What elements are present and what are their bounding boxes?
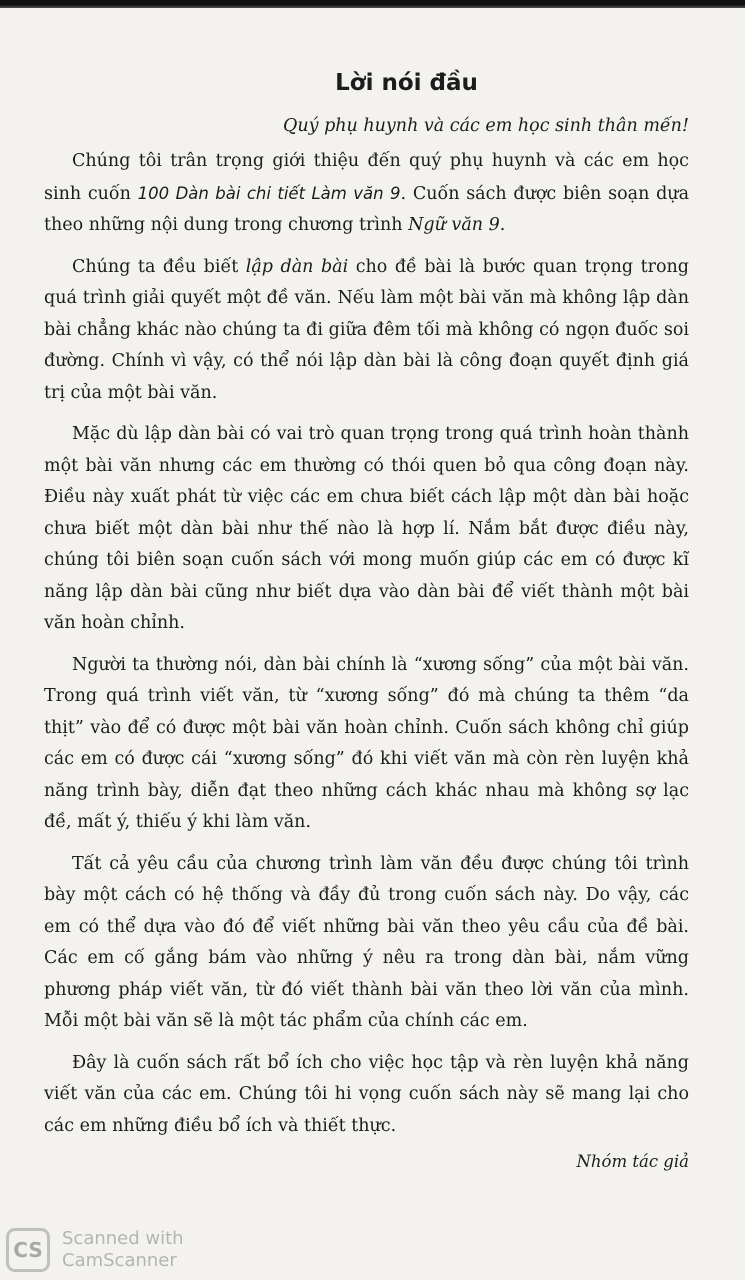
paragraph-closing: Đây là cuốn sách rất bổ ích cho việc học tập và rèn luyện khả năng viết văn của các em. Chúng tôi hi vọng cuốn sách này sẽ mang lại cho các em những điều bổ ích và thiết thực.: [44, 1052, 689, 1136]
paragraph-coverage: Tất cả yêu cầu của chương trình làm văn đều được chúng tôi trình bày một cách có hệ thống và đầy đủ trong cuốn sách này. Do vậy, các em có thể dựa vào đó để viết những bài văn theo yêu cầu của đề bài. Các em cố gắng bám vào những ý nêu ra trong dàn bài, nắm vững phương pháp viết văn, từ đó viết thành bài văn theo lời văn của mình. Mỗi một bài văn sẽ là một tác phẩm của chính các em.: [44, 853, 689, 1031]
page-title: Lời nói đầu: [335, 70, 478, 96]
paragraph-importance: [44, 252, 689, 410]
paragraph-text: Chúng ta đều biết: [72, 256, 246, 277]
watermark-line-2: CamScanner: [62, 1250, 177, 1271]
camscanner-logo-icon: CS: [6, 1228, 50, 1272]
book-title: 100 Dàn bài chi tiết Làm văn 9: [137, 183, 401, 203]
paragraph-intro: [44, 146, 689, 242]
key-term: lập dàn bài: [245, 256, 349, 277]
paragraph-backbone: Người ta thường nói, dàn bài chính là “xương sống” của một bài văn. Trong quá trình viết văn, từ “xương sống” đó mà chúng ta thêm “da thịt” vào để có được một bài văn hoàn chỉnh. Cuốn sách không chỉ giúp các em có được cái “xương sống” đó khi viết văn mà còn rèn luyện khả năng trình bày, diễn đạt theo những cách khác nhau mà không sợ lạc đề, mất ý, thiếu ý khi làm văn.: [44, 654, 689, 832]
signature: Nhóm tác giả: [576, 1152, 689, 1171]
paragraph-text: Chúng tôi trân trọng giới thiệu đến quý phụ huynh và các em học sinh cuốn: [44, 151, 689, 204]
paragraph-text: cho đề bài là bước quan trọng trong quá trình giải quyết một đề văn. Nếu làm một bài văn mà không lập dàn bài chẳng khác nào chúng ta đi giữa đêm tối mà không có ngọn đuốc soi đường. Chính vì vậy, có thể nói lập dàn bài là công đoạn quyết định giá trị của một bài văn.: [44, 256, 689, 403]
greeting: Quý phụ huynh và các em học sinh thân mến!: [283, 116, 689, 136]
camscanner-watermark: [6, 1228, 184, 1272]
paragraph-text: .: [499, 215, 506, 235]
document-page: [44, 70, 689, 1171]
paragraph-text: . Cuốn sách được biên soạn dựa theo những nội dung trong chương trình: [44, 183, 690, 235]
page-top-edge: [0, 0, 745, 8]
paragraph-purpose: Mặc dù lập dàn bài có vai trò quan trọng trong quá trình hoàn thành một bài văn nhưng các em thường có thói quen bỏ qua công đoạn này. Điều này xuất phát từ việc các em chưa biết cách lập một dàn bài hoặc chưa biết một dàn bài như thế nào là hợp lí. Nắm bắt được điều này, chúng tôi biên soạn cuốn sách với mong muốn giúp các em có được kĩ năng lập dàn bài cũng như biết dựa vào dàn bài để viết thành một bài văn hoàn chỉnh.: [44, 424, 689, 633]
watermark-line-1: Scanned with: [62, 1228, 184, 1249]
subject-name: Ngữ văn 9: [408, 215, 500, 235]
watermark-text: [62, 1228, 184, 1272]
